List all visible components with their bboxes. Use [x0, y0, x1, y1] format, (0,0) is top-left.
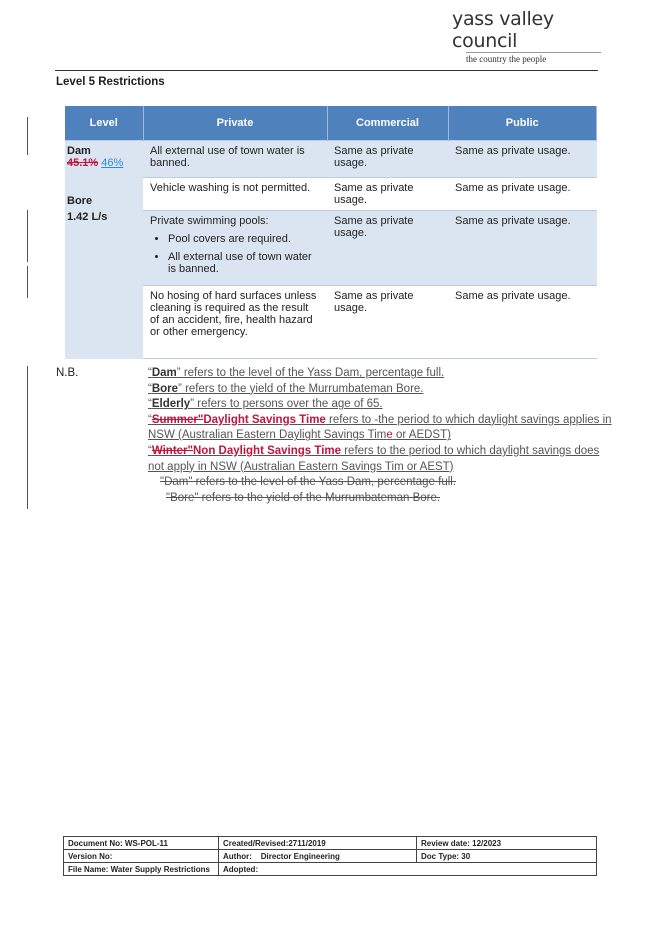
- restrictions-table: [65, 106, 597, 359]
- note-text: refers to -the period to which daylight savings applies in NSW (Australian Eastern Daylight Savings Tim: [148, 413, 612, 442]
- dam-new-value: 46%: [101, 157, 124, 169]
- header-public: Public: [448, 106, 597, 141]
- cell-public: Same as private usage.: [448, 178, 597, 211]
- cell-private: Vehicle washing is not permitted.: [143, 178, 327, 211]
- note-elderly: “Elderly” refers to persons over the age of 65.: [148, 398, 383, 411]
- change-bar: [27, 366, 28, 509]
- change-bar: [27, 117, 28, 155]
- cell-public: Same as private usage.: [448, 141, 597, 178]
- bullet-item: • All external use of town water is banned.: [168, 251, 320, 275]
- cell-private: No hosing of hard surfaces unless cleaning is required as the result of an accident, fire, health hazard or other emergency.: [143, 286, 327, 359]
- note-text: refers to the period to which daylight savings does not apply in NSW (Australian Eastern Savings Tim or AEST): [148, 444, 600, 473]
- header-private: Private: [143, 106, 327, 141]
- nb-label: N.B.: [56, 367, 79, 379]
- file-name: File Name: Water Supply Restrictions: [64, 863, 219, 876]
- deleted-note-dam: "Dam" refers to the level of the Yass Dam, percentage full.: [160, 476, 457, 489]
- note-dst: “Summer"Daylight Savings Time refers to -the period to which daylight savings applies in NSW (Australian Eastern Daylight Savings Time or AEDST): [148, 413, 612, 442]
- deleted-text: Winter": [151, 444, 193, 457]
- author-value: Director Engineering: [260, 851, 340, 861]
- header-rule: [55, 70, 598, 71]
- deleted-note-bore: "Bore" refers to the yield of the Murrumbateman Bore.: [166, 491, 441, 504]
- author-label: Author:: [223, 851, 252, 861]
- section-title: Level 5 Restrictions: [56, 76, 165, 88]
- note-text: refers to persons over the age of 65.: [194, 398, 383, 411]
- author: [219, 850, 417, 863]
- change-bar: [27, 210, 28, 262]
- table-row: [65, 178, 597, 211]
- bullet-item: • Pool covers are required.: [168, 233, 320, 245]
- doc-number: Document No: WS-POL-11: [64, 837, 219, 850]
- cell-public: Same as private usage.: [448, 211, 597, 286]
- created-date: Created/Revised:2711/2019: [219, 837, 417, 850]
- note-term: Non Daylight Savings Time: [192, 444, 342, 457]
- note-term: Dam: [151, 367, 177, 379]
- cell-commercial: Same as private usage.: [327, 211, 448, 286]
- version-no: Version No:: [64, 850, 219, 863]
- pools-heading: Private swimming pools:: [150, 215, 269, 227]
- note-term: Elderly: [151, 398, 191, 411]
- logo-tagline: the country the people: [466, 52, 601, 64]
- adopted: Adopted:: [219, 863, 597, 876]
- note-bore: “Bore” refers to the yield of the Murrumbateman Bore.: [148, 382, 424, 395]
- bore-value: 1.42 L/s: [67, 211, 108, 223]
- cell-commercial: Same as private usage.: [327, 286, 448, 359]
- level-cell: [65, 141, 143, 359]
- bore-label: Bore: [67, 195, 93, 207]
- note-term: Daylight Savings Time: [203, 413, 326, 426]
- inserted-text: e: [386, 429, 393, 442]
- doc-type: Doc Type: 30: [417, 850, 597, 863]
- table-row: [65, 141, 597, 178]
- header-level: Level: [65, 106, 143, 141]
- logo-name: yass valley council: [452, 8, 554, 52]
- cell-commercial: Same as private usage.: [327, 141, 448, 178]
- deleted-text: Summer": [151, 413, 204, 426]
- note-ndst: “Winter"Non Daylight Savings Time refers to the period to which daylight savings does not apply in NSW (Australian Eastern Savings Tim or AEST): [148, 444, 600, 473]
- note-text: refers to the level of the Yass Dam, percentage full.: [180, 367, 445, 379]
- table-header: [65, 106, 597, 141]
- cell-commercial: Same as private usage.: [327, 178, 448, 211]
- note-text: refers to the yield of the Murrumbateman Bore.: [181, 382, 424, 395]
- table-row: [65, 286, 597, 359]
- cell-public: Same as private usage.: [448, 286, 597, 359]
- note-dam: N.B. “Dam” refers to the level of the Yass Dam, percentage full.: [56, 366, 616, 382]
- review-date: Review date: 12/2023: [417, 837, 597, 850]
- council-logo: [452, 8, 607, 64]
- dam-old-value: 45.1%: [67, 157, 99, 169]
- notes-section: [56, 366, 616, 506]
- document-footer-table: [63, 836, 597, 876]
- header-commercial: Commercial: [327, 106, 448, 141]
- dam-label: Dam: [67, 145, 91, 157]
- cell-private: [143, 211, 327, 286]
- table-row: [65, 211, 597, 286]
- note-term: Bore: [151, 382, 179, 395]
- note-text: or AEDST): [392, 429, 451, 442]
- cell-private: All external use of town water is banned.: [143, 141, 327, 178]
- change-bar: [27, 266, 28, 298]
